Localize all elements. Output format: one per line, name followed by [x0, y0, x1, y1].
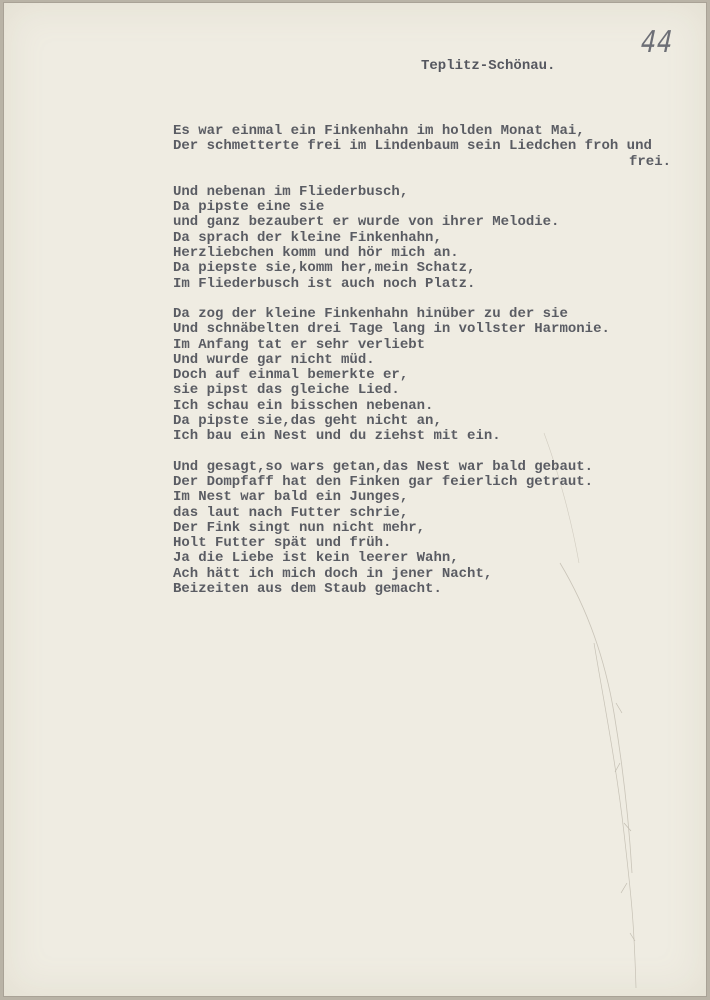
- poem-line: Und nebenan im Fliederbusch,: [173, 183, 409, 200]
- page-number: 44: [640, 25, 675, 60]
- poem-line: Der Dompfaff hat den Finken gar feierlich getraut.: [173, 473, 594, 490]
- poem-line: Der schmetterte frei im Lindenbaum sein Liedchen froh und: [173, 138, 652, 155]
- poem-line: Und schnäbelten drei Tage lang in vollster Harmonie.: [173, 321, 610, 338]
- poem-line: Da pipste sie,das geht nicht an,: [173, 413, 442, 430]
- poem-line: Herzliebchen komm und hör mich an.: [173, 245, 459, 262]
- poem-line: Beizeiten aus dem Staub gemacht.: [173, 581, 442, 598]
- poem-line: Da pipste eine sie: [173, 199, 325, 216]
- poem-line: Im Anfang tat er sehr verliebt: [173, 336, 426, 353]
- poem-line: Ja die Liebe ist kein leerer Wahn,: [173, 550, 459, 567]
- poem-line: Holt Futter spät und früh.: [173, 535, 392, 552]
- document-title: Teplitz-Schönau.: [421, 58, 556, 74]
- poem-line: Da sprach der kleine Finkenhahn,: [173, 229, 442, 246]
- poem-line: frei.: [628, 153, 671, 170]
- poem-stanza: [173, 460, 693, 598]
- poem-line: Ach hätt ich mich doch in jener Nacht,: [173, 565, 493, 582]
- poem-line: Da zog der kleine Finkenhahn hinüber zu der sie: [173, 305, 568, 322]
- document-page: [4, 3, 706, 996]
- poem-line: Im Fliederbusch ist auch noch Platz.: [173, 275, 476, 292]
- poem-body: [173, 124, 693, 612]
- poem-line: sie pipst das gleiche Lied.: [173, 382, 400, 399]
- poem-stanza: [173, 185, 693, 292]
- poem-line: Es war einmal ein Finkenhahn im holden Monat Mai,: [173, 123, 585, 139]
- poem-stanza: [173, 307, 693, 445]
- poem-line: Ich bau ein Nest und du ziehst mit ein.: [173, 428, 501, 445]
- poem-line: Doch auf einmal bemerkte er,: [173, 367, 409, 384]
- poem-line: Ich schau ein bisschen nebenan.: [173, 397, 434, 414]
- poem-stanza: [173, 124, 693, 170]
- poem-line: Der Fink singt nun nicht mehr,: [173, 519, 426, 536]
- poem-line: Und wurde gar nicht müd.: [173, 351, 375, 368]
- poem-line: das laut nach Futter schrie,: [173, 504, 409, 521]
- poem-line: Im Nest war bald ein Junges,: [173, 489, 409, 506]
- poem-line: Und gesagt,so wars getan,das Nest war bald gebaut.: [173, 458, 594, 475]
- poem-line: und ganz bezaubert er wurde von ihrer Melodie.: [173, 214, 560, 231]
- poem-line: Da piepste sie,komm her,mein Schatz,: [173, 260, 476, 277]
